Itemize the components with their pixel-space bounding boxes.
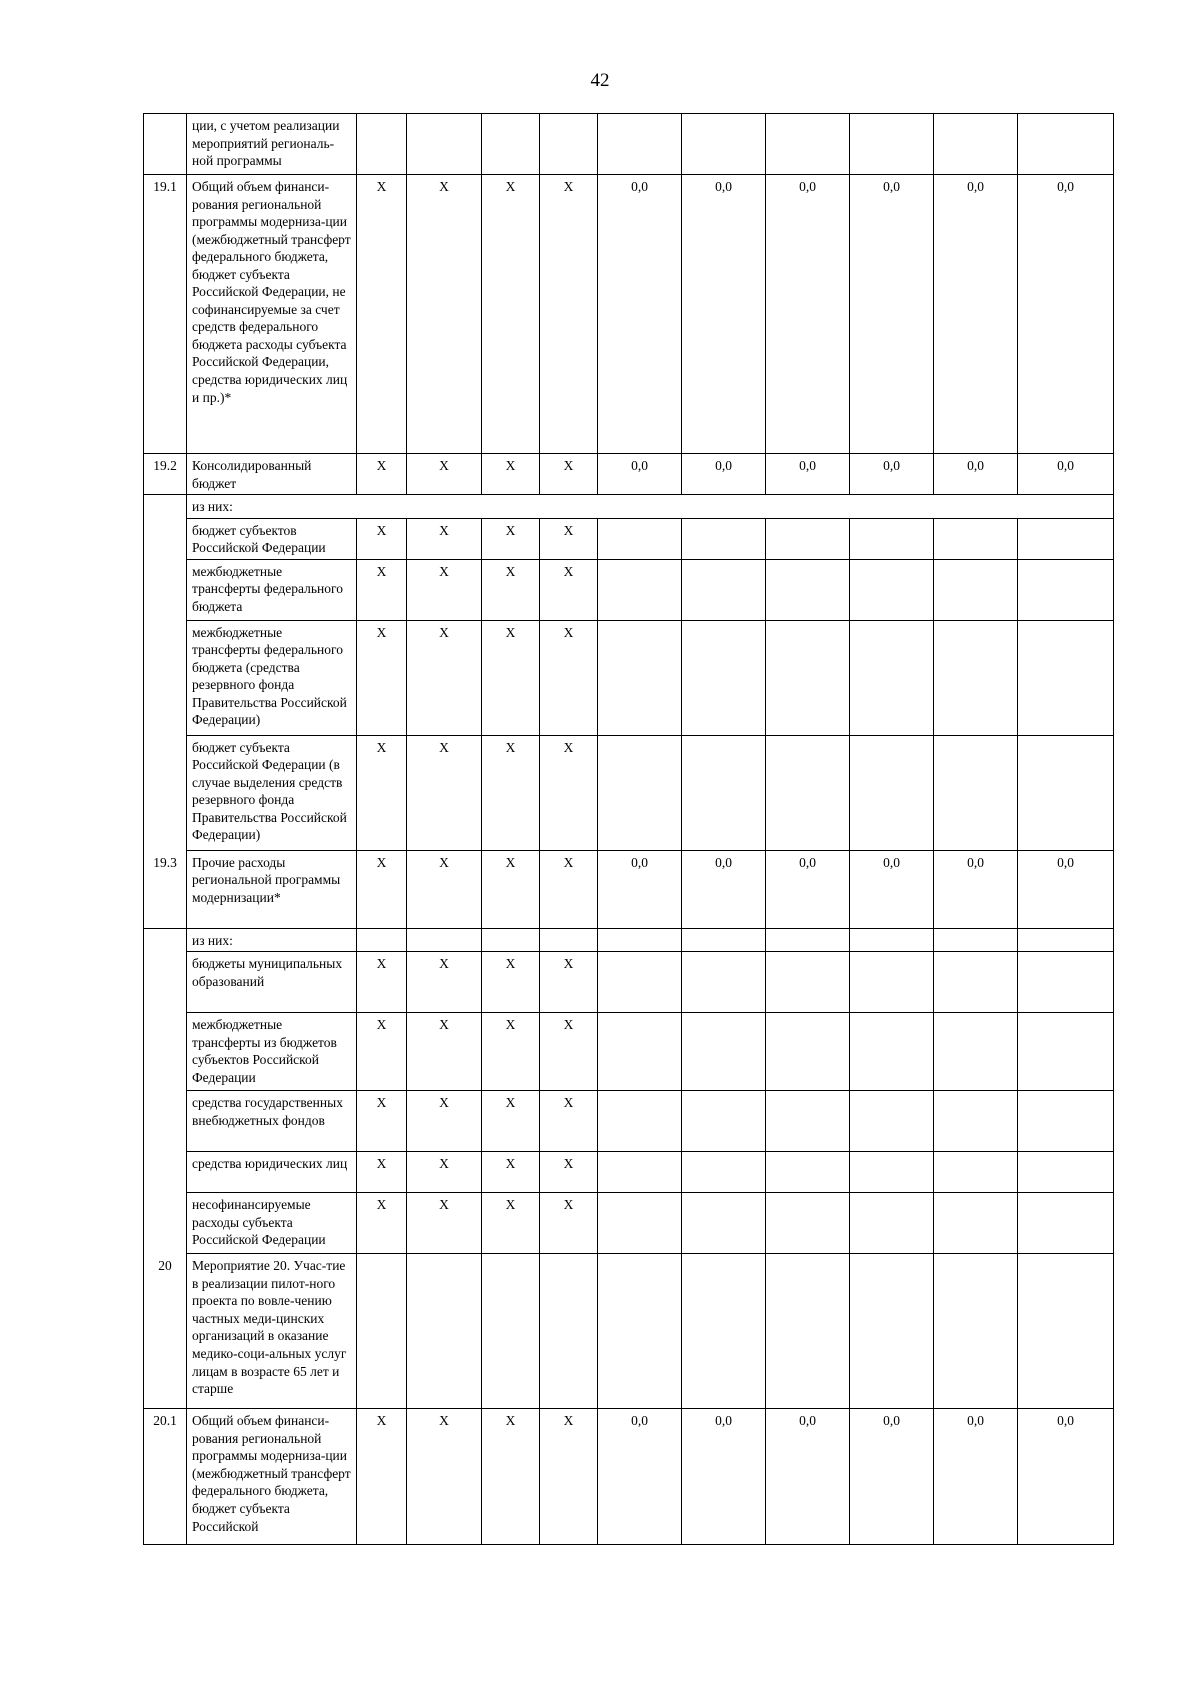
table-row [144, 1091, 1114, 1152]
value-cell [598, 559, 682, 620]
value-cell: 0,0 [1018, 175, 1114, 454]
value-cell: 0,0 [934, 850, 1018, 928]
marker-cell: X [407, 1013, 482, 1091]
value-cell: 0,0 [934, 454, 1018, 495]
value-cell [934, 114, 1018, 175]
value-cell [850, 1013, 934, 1091]
marker-cell: X [357, 1152, 407, 1193]
row-number [144, 559, 187, 620]
value-cell: 0,0 [766, 850, 850, 928]
value-cell [598, 114, 682, 175]
table-row [144, 1193, 1114, 1254]
value-cell [598, 518, 682, 559]
value-cell [934, 735, 1018, 850]
value-cell [766, 928, 850, 952]
marker-cell: X [482, 1193, 540, 1254]
value-cell [766, 735, 850, 850]
marker-cell: X [482, 175, 540, 454]
value-cell [766, 559, 850, 620]
value-cell: 0,0 [934, 1409, 1018, 1545]
row-description: бюджет субъекта Российской Федерации (в случае выделения средств резервного фонда Правительства Российской Федерации) [187, 735, 357, 850]
value-cell: 0,0 [682, 454, 766, 495]
marker-cell [357, 928, 407, 952]
value-cell [934, 1013, 1018, 1091]
value-cell [934, 559, 1018, 620]
value-cell [682, 1152, 766, 1193]
marker-cell: X [540, 175, 598, 454]
value-cell [850, 1091, 934, 1152]
value-cell [598, 952, 682, 1013]
table-row [144, 1152, 1114, 1193]
value-cell: 0,0 [850, 1409, 934, 1545]
value-cell [850, 928, 934, 952]
row-number [144, 952, 187, 1013]
row-description: несофинансируемые расходы субъекта Российской Федерации [187, 1193, 357, 1254]
marker-cell: X [357, 952, 407, 1013]
marker-cell [482, 928, 540, 952]
value-cell: 0,0 [598, 1409, 682, 1545]
row-number [144, 735, 187, 850]
marker-cell: X [407, 1193, 482, 1254]
marker-cell: X [482, 1152, 540, 1193]
value-cell [1018, 620, 1114, 735]
page-number: 42 [590, 70, 610, 91]
value-cell [682, 114, 766, 175]
row-description: Общий объем финанси-рования региональной программы модерниза-ции (межбюджетный трансферт федерального бюджета, бюджет субъекта Российской Федерации, не софинансируемые за счет средств федерального бюджета расходы субъекта Российской Федерации, средства юридических лиц и пр.)* [187, 175, 357, 454]
marker-cell: X [482, 850, 540, 928]
value-cell: 0,0 [598, 175, 682, 454]
marker-cell: X [357, 1193, 407, 1254]
marker-cell: X [540, 1152, 598, 1193]
value-cell [598, 735, 682, 850]
financing-table [143, 113, 1114, 1545]
value-cell [1018, 1254, 1114, 1409]
marker-cell [540, 114, 598, 175]
value-cell [598, 1193, 682, 1254]
value-cell [1018, 1152, 1114, 1193]
marker-cell: X [540, 1013, 598, 1091]
value-cell [766, 518, 850, 559]
value-cell: 0,0 [934, 175, 1018, 454]
marker-cell [357, 1254, 407, 1409]
value-cell: 0,0 [766, 1409, 850, 1545]
marker-cell: X [540, 735, 598, 850]
value-cell [1018, 1091, 1114, 1152]
value-cell [766, 1013, 850, 1091]
value-cell [766, 1254, 850, 1409]
table-row [144, 559, 1114, 620]
value-cell [934, 620, 1018, 735]
value-cell: 0,0 [682, 175, 766, 454]
value-cell [598, 928, 682, 952]
marker-cell: X [540, 952, 598, 1013]
value-cell [682, 735, 766, 850]
value-cell [850, 518, 934, 559]
value-cell [850, 559, 934, 620]
value-cell [1018, 735, 1114, 850]
marker-cell: X [357, 735, 407, 850]
value-cell [682, 1254, 766, 1409]
marker-cell: X [540, 1409, 598, 1545]
marker-cell [482, 114, 540, 175]
value-cell [934, 928, 1018, 952]
marker-cell: X [482, 1409, 540, 1545]
row-description: межбюджетные трансферты федерального бюджета [187, 559, 357, 620]
value-cell [682, 620, 766, 735]
table-row [144, 175, 1114, 454]
table-row [144, 114, 1114, 175]
value-cell [850, 1152, 934, 1193]
table-row [144, 620, 1114, 735]
value-cell [682, 928, 766, 952]
marker-cell: X [357, 175, 407, 454]
value-cell [850, 952, 934, 1013]
row-number [144, 114, 187, 175]
row-number [144, 620, 187, 735]
row-description: Прочие расходы региональной программы модернизации* [187, 850, 357, 928]
marker-cell: X [357, 518, 407, 559]
marker-cell [407, 928, 482, 952]
marker-cell: X [540, 1091, 598, 1152]
value-cell [766, 952, 850, 1013]
row-description: средства государственных внебюджетных фондов [187, 1091, 357, 1152]
value-cell: 0,0 [598, 850, 682, 928]
row-number: 20 [144, 1254, 187, 1409]
value-cell [766, 114, 850, 175]
marker-cell: X [357, 1013, 407, 1091]
marker-cell: X [482, 1013, 540, 1091]
row-description: межбюджетные трансферты федерального бюджета (средства резервного фонда Правительства Российской Федерации) [187, 620, 357, 735]
row-description: из них: [187, 495, 1114, 519]
row-number [144, 495, 187, 519]
row-number: 19.3 [144, 850, 187, 928]
value-cell [934, 1254, 1018, 1409]
marker-cell: X [407, 518, 482, 559]
marker-cell: X [407, 1091, 482, 1152]
value-cell [934, 1152, 1018, 1193]
value-cell [1018, 559, 1114, 620]
value-cell [934, 1193, 1018, 1254]
value-cell [598, 1091, 682, 1152]
marker-cell: X [407, 850, 482, 928]
value-cell [934, 1091, 1018, 1152]
marker-cell: X [407, 1152, 482, 1193]
marker-cell: X [482, 518, 540, 559]
row-description: бюджет субъектов Российской Федерации [187, 518, 357, 559]
value-cell: 0,0 [850, 454, 934, 495]
marker-cell: X [357, 454, 407, 495]
value-cell: 0,0 [1018, 1409, 1114, 1545]
row-description: бюджеты муниципальных образований [187, 952, 357, 1013]
value-cell [682, 1013, 766, 1091]
marker-cell: X [482, 620, 540, 735]
value-cell: 0,0 [1018, 454, 1114, 495]
marker-cell: X [357, 850, 407, 928]
value-cell: 0,0 [850, 175, 934, 454]
value-cell [682, 1193, 766, 1254]
table-row [144, 850, 1114, 928]
marker-cell: X [482, 952, 540, 1013]
value-cell [1018, 1193, 1114, 1254]
value-cell [850, 620, 934, 735]
row-description: межбюджетные трансферты из бюджетов субъектов Российской Федерации [187, 1013, 357, 1091]
table-row [144, 928, 1114, 952]
value-cell [1018, 952, 1114, 1013]
table-row [144, 518, 1114, 559]
value-cell [934, 952, 1018, 1013]
table-row [144, 1013, 1114, 1091]
marker-cell: X [407, 620, 482, 735]
value-cell [682, 1091, 766, 1152]
table-row [144, 1409, 1114, 1545]
row-number [144, 1152, 187, 1193]
value-cell [850, 1193, 934, 1254]
value-cell [766, 1152, 850, 1193]
row-number [144, 928, 187, 952]
row-number: 20.1 [144, 1409, 187, 1545]
table-body [144, 114, 1114, 1545]
marker-cell [357, 114, 407, 175]
table-row [144, 735, 1114, 850]
value-cell [1018, 928, 1114, 952]
value-cell: 0,0 [598, 454, 682, 495]
marker-cell: X [540, 620, 598, 735]
row-number: 19.2 [144, 454, 187, 495]
marker-cell [482, 1254, 540, 1409]
row-description: Общий объем финанси-рования региональной программы модерниза-ции (межбюджетный трансферт федерального бюджета, бюджет субъекта Российской [187, 1409, 357, 1545]
marker-cell [407, 114, 482, 175]
value-cell [766, 620, 850, 735]
value-cell [598, 1152, 682, 1193]
marker-cell: X [407, 952, 482, 1013]
marker-cell: X [482, 559, 540, 620]
row-number [144, 1091, 187, 1152]
value-cell [682, 952, 766, 1013]
marker-cell: X [357, 620, 407, 735]
table-row [144, 952, 1114, 1013]
marker-cell: X [540, 559, 598, 620]
row-description: из них: [187, 928, 357, 952]
value-cell [934, 518, 1018, 559]
marker-cell: X [540, 1193, 598, 1254]
value-cell: 0,0 [1018, 850, 1114, 928]
value-cell [766, 1193, 850, 1254]
value-cell [598, 1254, 682, 1409]
marker-cell [540, 928, 598, 952]
marker-cell: X [357, 1091, 407, 1152]
marker-cell: X [540, 454, 598, 495]
value-cell [1018, 114, 1114, 175]
marker-cell: X [482, 735, 540, 850]
value-cell [598, 1013, 682, 1091]
value-cell: 0,0 [682, 850, 766, 928]
marker-cell: X [482, 454, 540, 495]
table-row [144, 454, 1114, 495]
value-cell: 0,0 [682, 1409, 766, 1545]
row-description: средства юридических лиц [187, 1152, 357, 1193]
value-cell [598, 620, 682, 735]
row-number: 19.1 [144, 175, 187, 454]
value-cell: 0,0 [766, 454, 850, 495]
table-row [144, 1254, 1114, 1409]
marker-cell: X [540, 850, 598, 928]
value-cell [682, 518, 766, 559]
value-cell [850, 114, 934, 175]
marker-cell: X [407, 1409, 482, 1545]
marker-cell: X [357, 559, 407, 620]
value-cell [1018, 518, 1114, 559]
row-number [144, 1193, 187, 1254]
value-cell [850, 1254, 934, 1409]
marker-cell [407, 1254, 482, 1409]
row-description: ции, с учетом реализации мероприятий региональ-ной программы [187, 114, 357, 175]
marker-cell: X [407, 454, 482, 495]
row-number [144, 1013, 187, 1091]
marker-cell: X [482, 1091, 540, 1152]
value-cell: 0,0 [766, 175, 850, 454]
value-cell [850, 735, 934, 850]
marker-cell: X [407, 559, 482, 620]
table-row [144, 495, 1114, 519]
marker-cell: X [407, 175, 482, 454]
marker-cell [540, 1254, 598, 1409]
marker-cell: X [357, 1409, 407, 1545]
row-description: Мероприятие 20. Учас-тие в реализации пилот-ного проекта по вовле-чению частных меди-цинских организаций в оказание медико-соци-альных услуг лицам в возрасте 65 лет и старше [187, 1254, 357, 1409]
marker-cell: X [540, 518, 598, 559]
row-description: Консолидированный бюджет [187, 454, 357, 495]
value-cell [1018, 1013, 1114, 1091]
marker-cell: X [407, 735, 482, 850]
value-cell [682, 559, 766, 620]
value-cell [766, 1091, 850, 1152]
row-number [144, 518, 187, 559]
value-cell: 0,0 [850, 850, 934, 928]
